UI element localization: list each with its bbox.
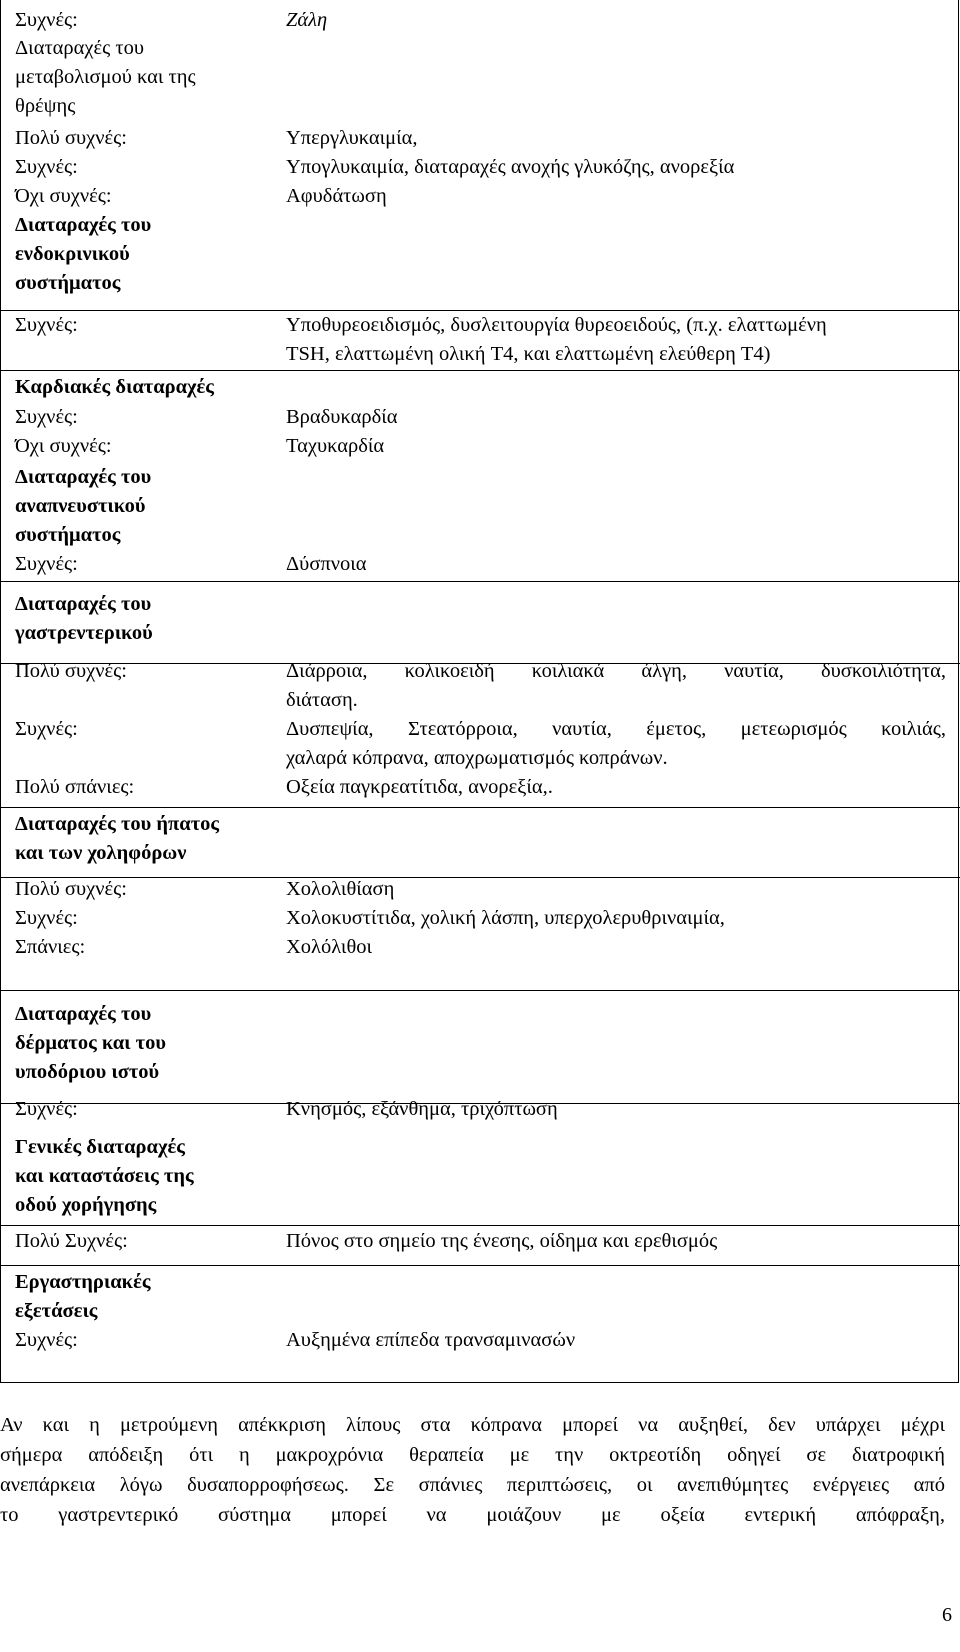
frequency-label: Όχι συχνές: [15,435,112,457]
frequency-label: Συχνές: [15,718,78,740]
frequency-label: Πολύ σπάνιες: [15,776,135,798]
row-divider [1,370,960,371]
category-heading: και των χοληφόρων [15,842,187,864]
page-number: 6 [942,1604,952,1626]
row-divider [1,1265,960,1266]
frequency-label: Πολύ συχνές: [15,660,127,682]
body-paragraph-line: το γαστρεντερικό σύστημα μπορεί να μοιάζουν με οξεία εντερική απόφραξη, [0,1504,945,1526]
reaction-text: χαλαρά κόπρανα, αποχρωματισμός κοπράνων. [286,747,668,769]
reaction-text: Διάρροια, κολικοειδή κοιλιακά άλγη, ναυτία, δυσκοιλιότητα, [286,660,946,682]
frequency-label: Συχνές: [15,553,78,575]
category-heading: Εργαστηριακές [15,1271,151,1293]
category-heading: αναπνευστικού [15,495,146,517]
frequency-label: Σπάνιες: [15,936,86,958]
reaction-text: διάταση. [286,689,358,711]
category-heading: Γενικές διαταραχές [15,1136,185,1158]
frequency-label: Συχνές: [15,9,78,31]
row-divider [1,877,960,878]
frequency-label: Συχνές: [15,406,78,428]
frequency-label: Συχνές: [15,1098,78,1120]
reaction-text: Ζάλη [286,9,328,31]
frequency-label: Πολύ συχνές: [15,878,127,900]
frequency-label: Συχνές: [15,156,78,178]
body-paragraph-line: ανεπάρκεια λόγω δυσαπορροφήσεως. Σε σπάνιες περιπτώσεις, οι ανεπιθύμητες ενέργειες από [0,1474,945,1496]
category-heading: συστήματος [15,524,121,546]
body-paragraph-line: Αν και η μετρούμενη απέκκριση λίπους στα κόπρανα μπορεί να αυξηθεί, δεν υπάρχει μέχρι [0,1414,945,1436]
reaction-text: Οξεία παγκρεατίτιδα, ανορεξία,. [286,776,553,798]
category-label: Διαταραχές του [15,37,144,59]
reaction-text: Ταχυκαρδία [286,435,385,457]
reaction-text: Υπεργλυκαιμία, [286,127,418,149]
category-heading: Καρδιακές διαταραχές [15,376,214,398]
frequency-label: Πολύ Συχνές: [15,1230,128,1252]
reaction-text: Πόνος στο σημείο της ένεσης, οίδημα και ερεθισμός [286,1230,718,1252]
row-divider [1,1225,960,1226]
reaction-text: Κνησμός, εξάνθημα, τριχόπτωση [286,1098,558,1120]
reaction-text: Χολολιθίαση [286,878,395,900]
category-heading: συστήματος [15,272,121,294]
row-divider [1,807,960,808]
category-heading: Διαταραχές του [15,214,152,236]
category-heading: υποδόριου ιστού [15,1061,160,1083]
category-heading: Διαταραχές του ήπατος [15,813,220,835]
category-heading: Διαταραχές του [15,593,152,615]
frequency-label: Συχνές: [15,314,78,336]
category-heading: και καταστάσεις της [15,1165,194,1187]
frequency-label: Όχι συχνές: [15,185,112,207]
reaction-text: Βραδυκαρδία [286,406,398,428]
reaction-text: Αυξημένα επίπεδα τρανσαμινασών [286,1329,576,1351]
frequency-label: Πολύ συχνές: [15,127,127,149]
category-heading: οδού χορήγησης [15,1194,157,1216]
row-divider [1,990,960,991]
body-paragraph-line: σήμερα απόδειξη ότι η μακροχρόνια θεραπεία με την οκτρεοτίδη οδηγεί σε διατροφική [0,1444,945,1466]
reaction-text: Χολόλιθοι [286,936,373,958]
reaction-text: Δυσπεψία, Στεατόρροια, ναυτία, έμετος, μετεωρισμός κοιλιάς, [286,718,946,740]
frequency-label: Συχνές: [15,1329,78,1351]
reaction-text: Δύσπνοια [286,553,367,575]
reaction-text: TSH, ελαττωμένη ολική T4, και ελαττωμένη ελεύθερη T4) [286,343,771,365]
category-label: θρέψης [15,95,76,117]
reaction-text: Αφυδάτωση [286,185,387,207]
category-heading: Διαταραχές του [15,1003,152,1025]
category-heading: δέρματος και του [15,1032,166,1054]
category-heading: Διαταραχές του [15,466,152,488]
category-label: μεταβολισμού και της [15,66,196,88]
row-divider [1,581,960,582]
category-heading: εξετάσεις [15,1300,98,1322]
category-heading: ενδοκρινικού [15,243,130,265]
category-heading: γαστρεντερικού [15,622,153,644]
reaction-text: Υποθυρεοειδισμός, δυσλειτουργία θυρεοειδούς, (π.χ. ελαττωμένη [286,314,827,336]
frequency-label: Συχνές: [15,907,78,929]
reaction-text: Χολοκυστίτιδα, χολική λάσπη, υπερχολερυθριναιμία, [286,907,725,929]
reaction-text: Υπογλυκαιμία, διαταραχές ανοχής γλυκόζης, ανορεξία [286,156,735,178]
